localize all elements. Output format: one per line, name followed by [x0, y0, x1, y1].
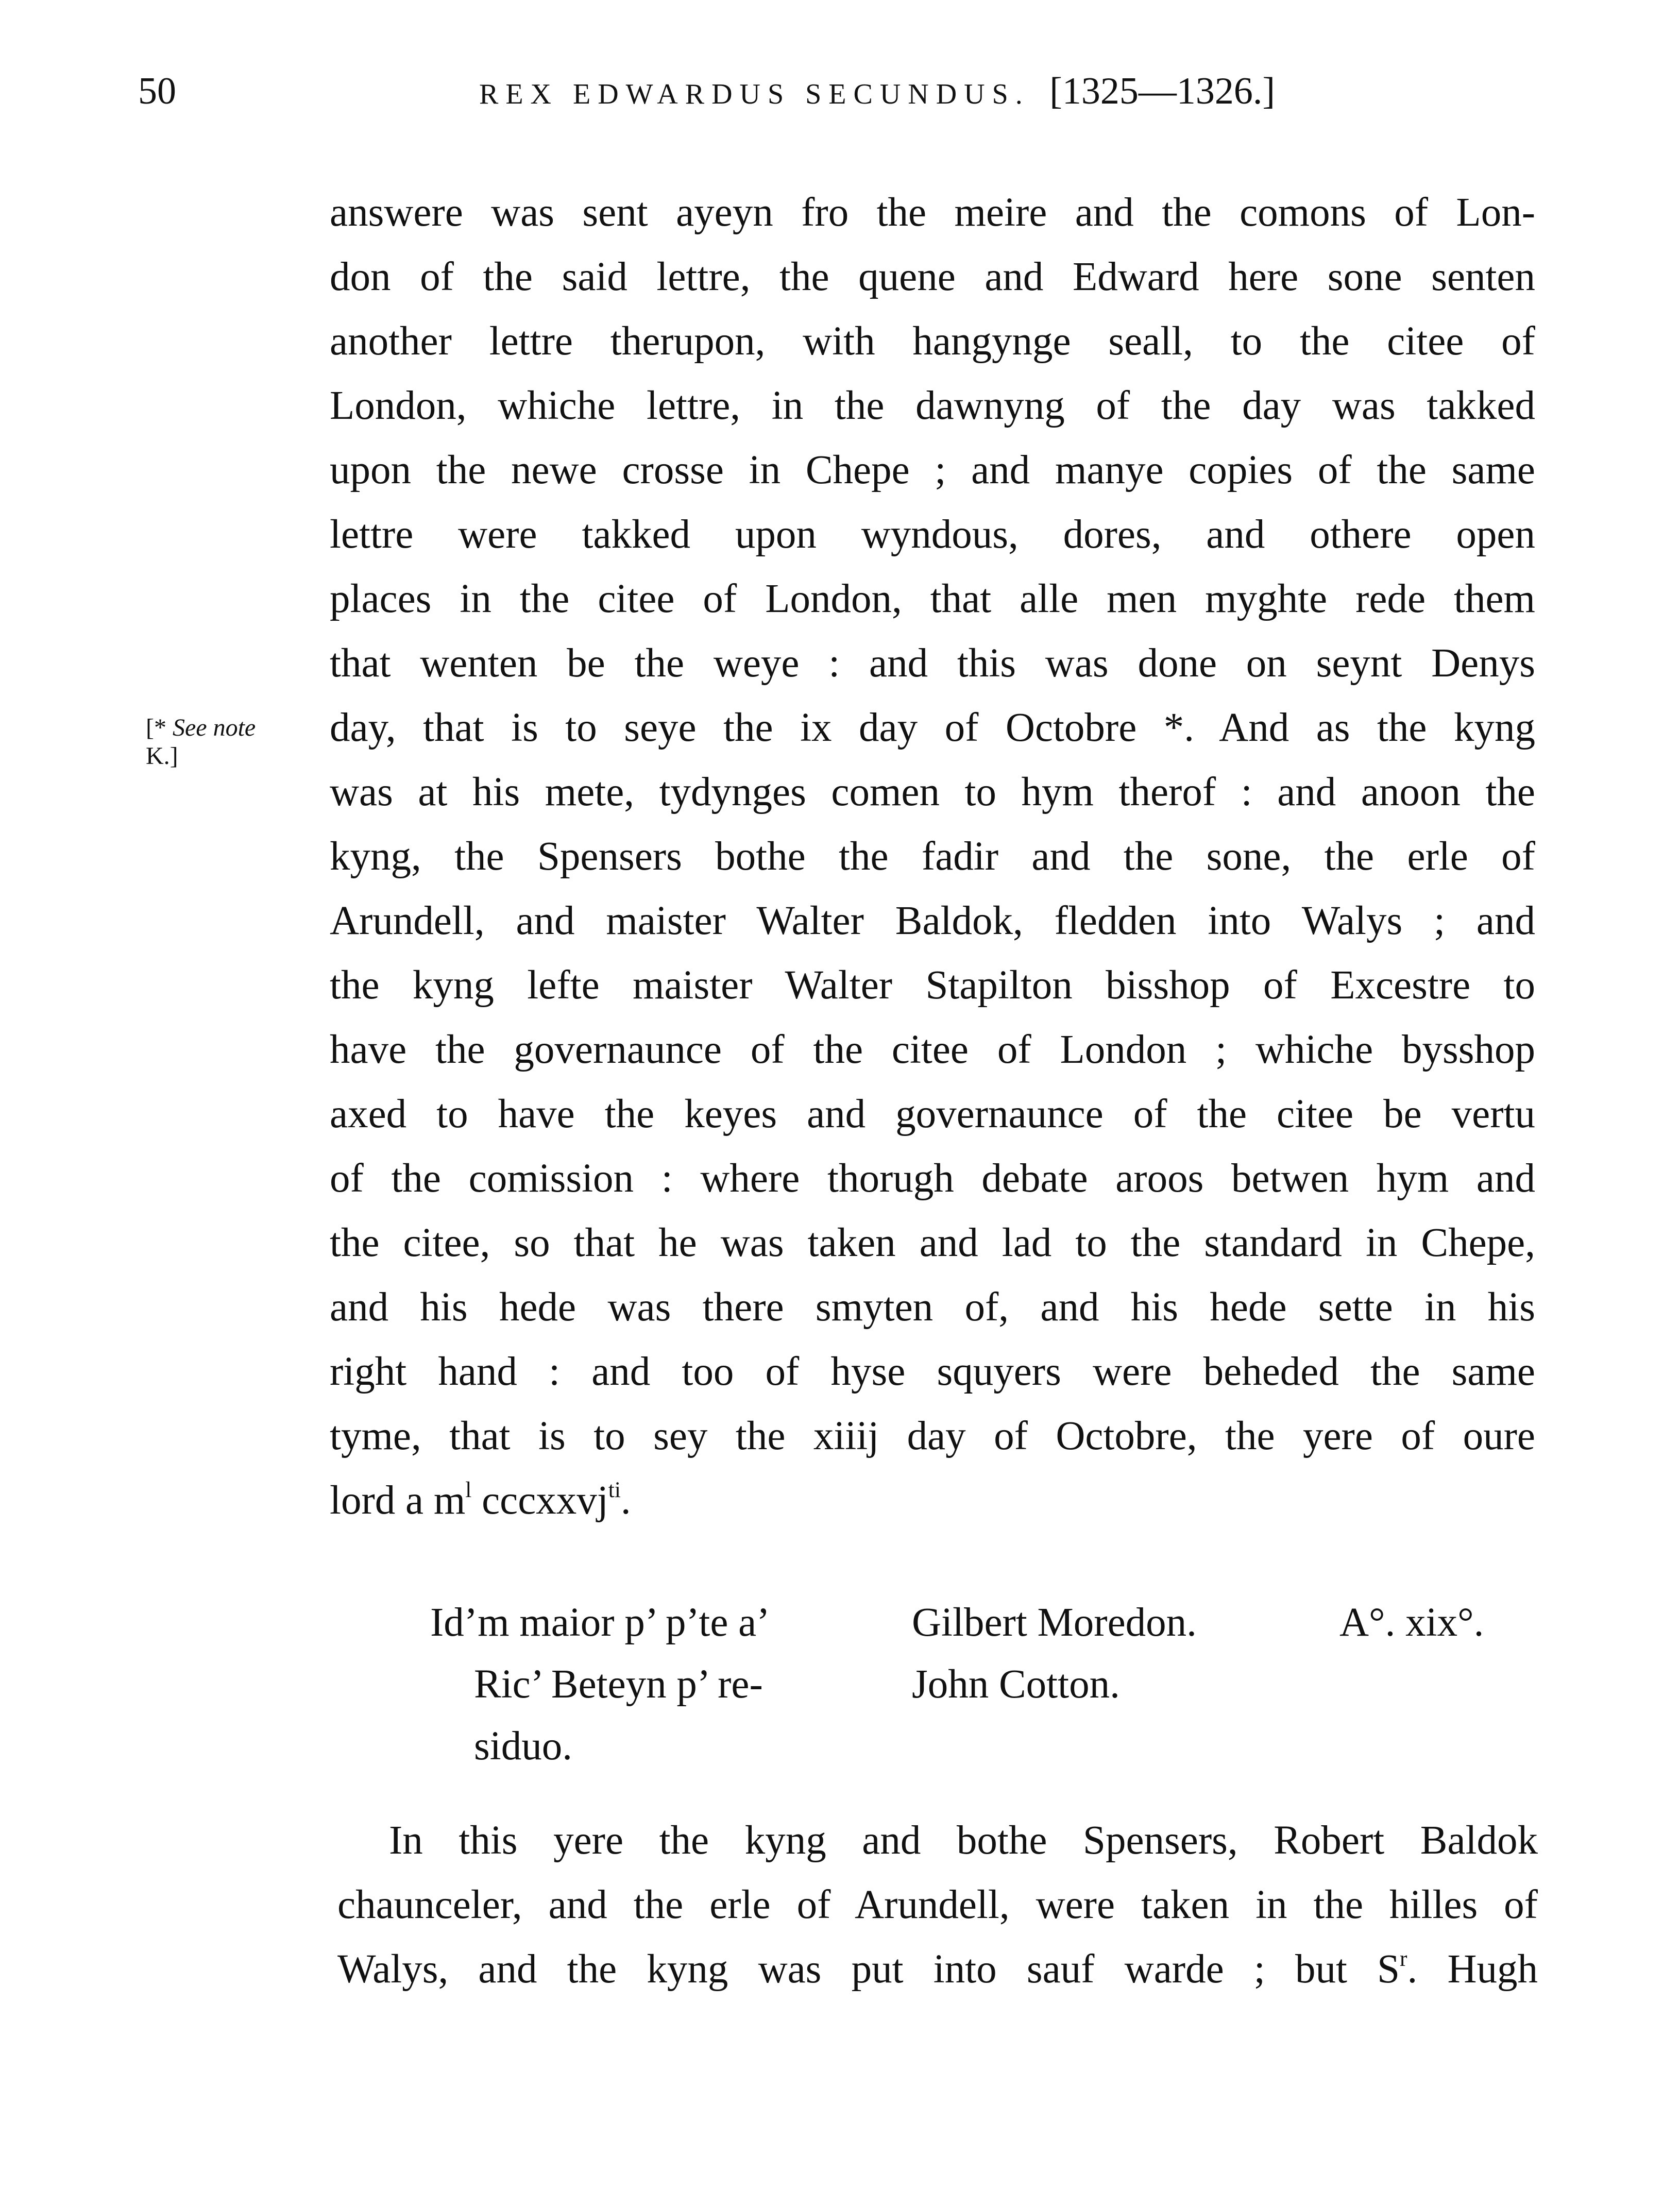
running-years: [1325—1326.]: [1049, 70, 1276, 112]
body-line: the citee, so that he was taken and lad to the standard in Chepe,: [330, 1220, 1535, 1265]
closing-line-3: [337, 1937, 1538, 2001]
closing-line-3-start: Walys, and the kyng was put into sauf warde ; but S: [337, 1947, 1400, 1992]
body-text: [330, 180, 1535, 1533]
body-line: right hand : and too of hyse squyers were beheded the same: [330, 1349, 1535, 1394]
body-line: day, that is to seye the ix day of Octobre *. And as the kyng: [330, 705, 1535, 750]
body-line: upon the newe crosse in Chepe ; and manye copies of the same: [330, 448, 1535, 493]
margin-note: [146, 714, 256, 770]
body-line: have the governaunce of the citee of London ; whiche bysshop: [330, 1027, 1535, 1072]
sheriff-1: Gilbert Moredon.: [912, 1600, 1197, 1645]
closing-paragraph: [337, 1808, 1538, 2001]
closing-line-3-sup: r: [1400, 1946, 1407, 1972]
body-line: and his hede was there smyten of, and his hede sette in his: [330, 1285, 1535, 1330]
margin-note-ref: K.]: [146, 742, 178, 770]
body-line: the kyng lefte maister Walter Stapilton bisshop of Excestre to: [330, 963, 1535, 1008]
body-line: tyme, that is to sey the xiiij day of Octobre, the yere of oure: [330, 1414, 1535, 1458]
closing-line-1: In this yere the kyng and bothe Spensers, Robert Baldok: [389, 1818, 1538, 1863]
mayor-line-3: siduo.: [474, 1724, 572, 1769]
body-line: don of the said lettre, the quene and Edward here sone senten: [330, 254, 1535, 299]
last-line-sup2: ti: [608, 1478, 621, 1503]
body-line: kyng, the Spensers bothe the fadir and the sone, the erle of: [330, 834, 1535, 879]
body-line: was at his mete, tydynges comen to hym therof : and anoon the: [330, 770, 1535, 814]
body-line: another lettre therupon, with hangynge seall, to the citee of: [330, 319, 1535, 364]
regnal-year: A°. xix°.: [1339, 1600, 1484, 1645]
mayor-line-2: Ric’ Beteyn p’ re-: [474, 1662, 763, 1707]
running-head: [479, 72, 1275, 110]
mayor-line-1: Id’m maior p’ p’te a’: [430, 1600, 770, 1645]
body-line: lettre were takked upon wyndous, dores, and othere open: [330, 512, 1535, 557]
last-line-start: lord a m: [330, 1478, 466, 1523]
body-line: answere was sent ayeyn fro the meire and the comons of Lon-: [330, 190, 1535, 235]
body-line: London, whiche lettre, in the dawnyng of the day was takked: [330, 383, 1535, 428]
body-line: Arundell, and maister Walter Baldok, fledden into Walys ; and: [330, 898, 1535, 943]
mayor-column: [430, 1592, 889, 1777]
last-line-end: .: [620, 1478, 631, 1523]
last-line-mid: cccxxvj: [482, 1478, 608, 1523]
officers-entry: [0, 1592, 1680, 1767]
body-line: that wenten be the weye : and this was done on seynt Denys: [330, 641, 1535, 686]
body-line: axed to have the keyes and governaunce of the citee be vertu: [330, 1092, 1535, 1136]
body-last-line: [330, 1468, 1535, 1533]
last-line-sup1: l: [465, 1478, 472, 1503]
margin-note-label: See note: [172, 714, 256, 741]
sheriff-2: John Cotton.: [912, 1662, 1120, 1707]
closing-line-3-end: . Hugh: [1407, 1947, 1538, 1992]
closing-line-2: chaunceler, and the erle of Arundell, were taken in the hilles of: [337, 1882, 1538, 1927]
margin-note-open: [*: [146, 714, 166, 741]
body-line: of the comission : where thorugh debate aroos betwen hym and: [330, 1156, 1535, 1201]
body-line: places in the citee of London, that alle men myghte rede them: [330, 576, 1535, 621]
running-title: REX EDWARDUS SECUNDUS.: [479, 78, 1030, 110]
page-number: 50: [138, 70, 176, 112]
sheriffs-column: [912, 1592, 1324, 1716]
